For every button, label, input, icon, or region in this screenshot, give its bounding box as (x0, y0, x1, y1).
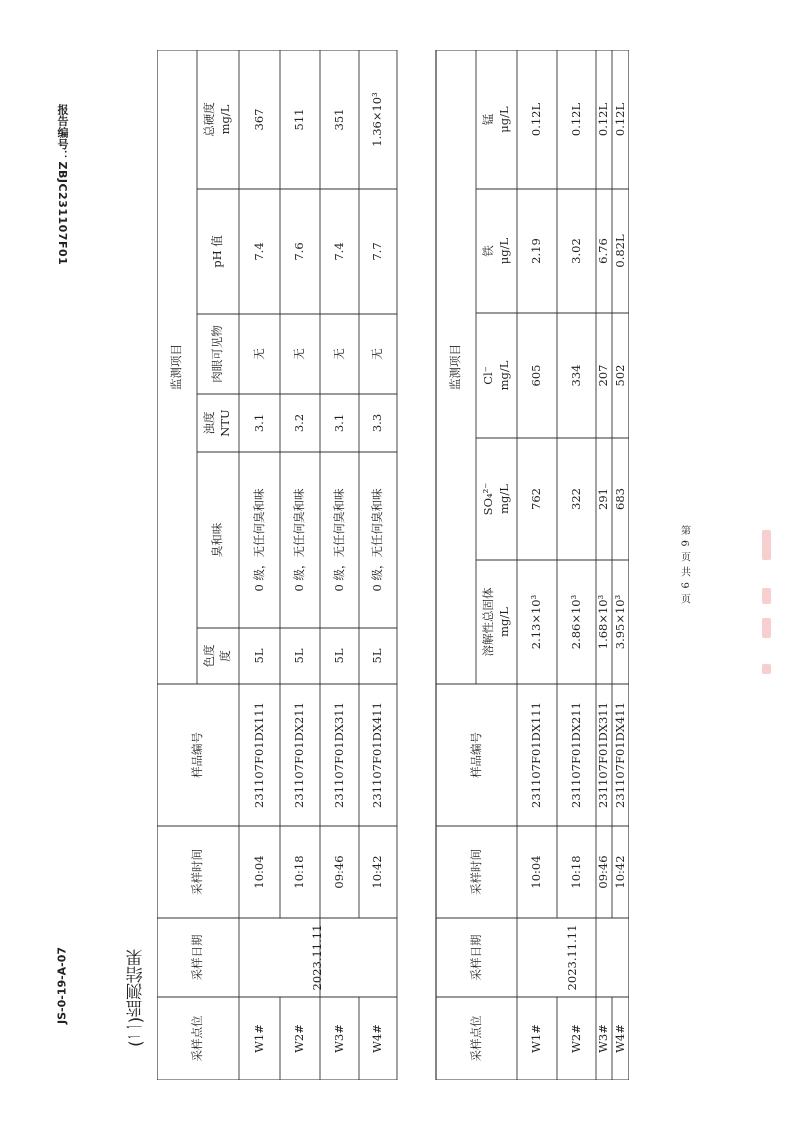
row2-fe: 0.82L (612, 234, 627, 268)
header-ph: pH 值 (210, 235, 225, 268)
row-odor: 0 级，无任何臭和味 (292, 488, 307, 592)
row2-tds: 1.68×10³ (596, 594, 611, 650)
section-title: (二)监测结果 (126, 948, 147, 1048)
row-color: 5L (370, 648, 385, 664)
row2-site: W1# (529, 1024, 544, 1053)
header-color: 色度 度 (202, 644, 232, 668)
header2-tds: 溶解性总固体 mg/L (480, 587, 511, 657)
row-turbidity: 3.1 (251, 413, 266, 433)
header2-group: 监测项目 (448, 344, 463, 390)
row-ph: 7.7 (370, 242, 385, 261)
row2-cl: 334 (568, 364, 583, 387)
header2-so4: SO₄²⁻ mg/L (480, 482, 511, 516)
row2-sample-id: 231107F01DX111 (529, 702, 544, 808)
row-visible: 无 (331, 348, 346, 360)
header2-date: 采样日期 (468, 934, 483, 981)
row2-tds: 3.95×10³ (612, 594, 627, 650)
row-hardness: 367 (251, 108, 266, 131)
row2-cl: 605 (529, 364, 544, 387)
row-turbidity: 3.2 (292, 413, 307, 433)
row-time: 10:04 (251, 855, 266, 889)
row-visible: 无 (292, 348, 307, 360)
row-odor: 0 级，无任何臭和味 (251, 488, 266, 592)
header-site: 采样点位 (190, 1015, 205, 1062)
row-time: 10:18 (292, 855, 307, 889)
row-ph: 7.6 (292, 242, 307, 261)
row-sample-id: 231107F01DX311 (331, 702, 346, 808)
row2-time: 10:18 (568, 855, 583, 889)
row2-sample-id: 231107F01DX411 (612, 702, 627, 808)
row-sample-id: 231107F01DX111 (251, 702, 266, 808)
row-sample-id: 231107F01DX211 (292, 702, 307, 808)
row-odor: 0 级，无任何臭和味 (331, 488, 346, 592)
header-hardness: 总硬度 mg/L (202, 102, 232, 137)
header2-mn: 锰 μg/L (480, 106, 511, 133)
row2-mn: 0.12L (612, 102, 627, 137)
row2-sample-id: 231107F01DX311 (596, 702, 611, 808)
row2-so4: 291 (596, 488, 611, 510)
row2-fe: 2.19 (529, 238, 544, 264)
row2-cl: 502 (612, 364, 627, 387)
row-time: 09:46 (331, 855, 346, 889)
row-ph: 7.4 (251, 242, 266, 261)
header-sample-id: 样品编号 (190, 732, 205, 778)
row2-mn: 0.12L (529, 102, 544, 137)
header-time: 采样时间 (190, 849, 205, 895)
row2-so4: 762 (529, 488, 544, 510)
row2-fe: 6.76 (596, 238, 611, 264)
row-odor: 0 级，无任何臭和味 (370, 488, 385, 592)
header2-time: 采样时间 (468, 849, 483, 895)
row2-mn: 0.12L (596, 102, 611, 137)
row2-site: W4# (612, 1024, 627, 1053)
monitoring-results-table (157, 50, 629, 1080)
row-hardness: 511 (292, 108, 307, 131)
row2-sample-id: 231107F01DX211 (568, 702, 583, 808)
form-code: JS-0-19-A-07 (55, 946, 69, 1024)
row2-so4: 322 (568, 488, 583, 510)
row2-tds: 2.86×10³ (568, 594, 583, 650)
row-color: 5L (292, 648, 307, 664)
row-hardness: 351 (331, 108, 346, 131)
sampling-date-2: 2023.11.11 (565, 924, 580, 991)
page-footer: 第 6 页 共 9 页 (678, 525, 690, 605)
row-time: 10:42 (370, 855, 385, 889)
row2-fe: 3.02 (568, 238, 583, 264)
row2-time: 10:42 (612, 855, 627, 889)
header-date: 采样日期 (190, 934, 205, 981)
row2-tds: 2.13×10³ (529, 594, 544, 650)
row-site: W4# (370, 1024, 385, 1053)
row-site: W2# (292, 1024, 307, 1053)
header-group: 监测项目 (169, 344, 184, 390)
header-visible: 肉眼可见物 (210, 325, 225, 383)
row2-time: 10:04 (529, 855, 544, 889)
header2-sample-id: 样品编号 (468, 732, 483, 778)
row-color: 5L (251, 648, 266, 664)
row-site: W1# (251, 1024, 266, 1053)
row-visible: 无 (251, 348, 266, 360)
row-hardness: 1.36×10³ (370, 92, 385, 147)
stamp-mark (762, 618, 771, 638)
row2-time: 09:46 (596, 855, 611, 889)
sampling-date: 2023.11.11 (310, 924, 325, 991)
row-sample-id: 231107F01DX411 (370, 702, 385, 808)
header2-cl: Cl⁻ mg/L (480, 360, 511, 391)
header-turbidity: 浊度 NTU (202, 409, 232, 437)
stamp-mark (762, 588, 771, 604)
row-turbidity: 3.3 (370, 413, 385, 433)
header2-site: 采样点位 (468, 1015, 483, 1062)
row2-site: W2# (568, 1024, 583, 1053)
header2-fe: 铁 μg/L (480, 237, 511, 265)
row2-cl: 207 (596, 364, 611, 387)
row2-so4: 683 (612, 488, 627, 510)
row-site: W3# (331, 1024, 346, 1053)
row-ph: 7.4 (331, 242, 346, 261)
stamp-mark (762, 530, 771, 560)
row2-site: W3# (596, 1024, 611, 1053)
stamp-mark (762, 664, 771, 674)
header-odor: 臭和味 (210, 522, 225, 558)
row-visible: 无 (370, 348, 385, 360)
report-number: 报告编号：ZBJC231107F01 (56, 104, 69, 266)
row-turbidity: 3.1 (331, 413, 346, 433)
row2-mn: 0.12L (568, 102, 583, 137)
row-color: 5L (331, 648, 346, 664)
